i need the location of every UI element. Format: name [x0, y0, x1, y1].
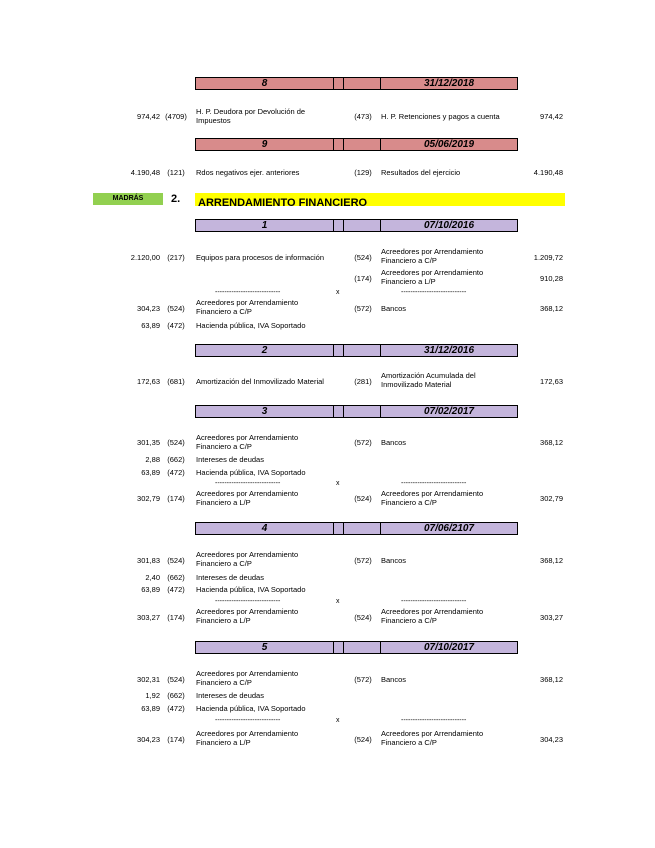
separator-x: x — [336, 598, 340, 605]
entry-number: 8 — [261, 78, 268, 89]
credit-amount: 910,28 — [540, 274, 563, 283]
debit-amount: 63,89 — [141, 704, 160, 713]
debit-amount: 302,79 — [137, 494, 160, 503]
debit-account-line2: Financiero a L/P — [196, 616, 251, 625]
debit-amount: 172,63 — [137, 377, 160, 386]
credit-account-line2: Financiero a C/P — [381, 498, 437, 507]
debit-account-line2: Financiero a L/P — [196, 498, 251, 507]
debit-amount: 2.120,00 — [130, 253, 160, 262]
debit-code: (681) — [167, 377, 185, 386]
debit-account: Intereses de deudas — [196, 691, 264, 700]
debit-code: (472) — [167, 321, 185, 330]
separator-dash: ---------------------------- — [401, 289, 467, 296]
entry-header-5 — [195, 641, 518, 654]
credit-amount: 302,79 — [540, 494, 563, 503]
credit-account: Bancos — [381, 675, 407, 684]
credit-code: (524) — [354, 613, 372, 622]
credit-amount: 368,12 — [540, 675, 563, 684]
debit-account: Acreedores por Arrendamiento — [196, 729, 299, 738]
debit-account: H. P. Deudora por Devolución de — [196, 107, 306, 116]
entry-header-4 — [195, 522, 518, 535]
debit-code: (524) — [167, 438, 185, 447]
separator-dash: ---------------------------- — [401, 598, 467, 605]
entry-date: 31/12/2018 — [423, 78, 475, 89]
credit-account-line2: Financiero a L/P — [381, 277, 436, 286]
credit-amount: 303,27 — [540, 613, 563, 622]
entry-header-2 — [195, 344, 518, 357]
debit-code: (662) — [167, 573, 185, 582]
debit-account: Hacienda pública, IVA Soportado — [196, 321, 306, 330]
debit-amount: 301,35 — [137, 438, 160, 447]
credit-account-line2: Financiero a C/P — [381, 256, 437, 265]
debit-code: (174) — [167, 735, 185, 744]
credit-amount: 368,12 — [540, 556, 563, 565]
credit-amount: 1.209,72 — [533, 253, 563, 262]
separator-dash: ---------------------------- — [215, 598, 281, 605]
debit-amount: 304,23 — [137, 304, 160, 313]
credit-amount: 4.190,48 — [533, 168, 563, 177]
credit-amount: 368,12 — [540, 304, 563, 313]
debit-account: Intereses de deudas — [196, 573, 264, 582]
credit-code: (572) — [354, 556, 372, 565]
debit-account: Equipos para procesos de información — [196, 253, 324, 262]
debit-code: (472) — [167, 585, 185, 594]
entry-header-9 — [195, 138, 518, 151]
credit-account: Bancos — [381, 438, 407, 447]
debit-account-line2: Financiero a L/P — [196, 738, 251, 747]
credit-account: Amortización Acumulada del — [381, 371, 476, 380]
separator-x: x — [336, 289, 340, 296]
entry-date: 05/06/2019 — [423, 139, 475, 150]
separator-dash: ---------------------------- — [401, 717, 467, 724]
debit-amount: 63,89 — [141, 585, 160, 594]
credit-code: (524) — [354, 253, 372, 262]
debit-code: (472) — [167, 704, 185, 713]
entry-number: 3 — [261, 406, 268, 417]
debit-account-line2: Financiero a C/P — [196, 559, 252, 568]
debit-amount: 2,40 — [145, 573, 160, 582]
debit-account: Acreedores por Arrendamiento — [196, 669, 299, 678]
separator-x: x — [336, 717, 340, 724]
entry-date: 07/10/2017 — [423, 642, 475, 653]
debit-amount: 974,42 — [137, 112, 160, 121]
entry-number: 1 — [261, 220, 268, 231]
debit-code: (174) — [167, 494, 185, 503]
credit-amount: 974,42 — [540, 112, 563, 121]
credit-account: Acreedores por Arrendamiento — [381, 607, 484, 616]
separator-dash: ---------------------------- — [215, 717, 281, 724]
separator-dash: ---------------------------- — [215, 289, 281, 296]
debit-code: (662) — [167, 455, 185, 464]
credit-code: (281) — [354, 377, 372, 386]
section-title: ARRENDAMIENTO FINANCIERO — [198, 197, 368, 209]
entry-number: 9 — [261, 139, 268, 150]
credit-account-line2: Inmovilizado Material — [381, 380, 452, 389]
section-title-bar — [195, 193, 565, 209]
debit-code: (217) — [167, 253, 185, 262]
debit-code: (174) — [167, 613, 185, 622]
debit-amount: 4.190,48 — [130, 168, 160, 177]
debit-account: Acreedores por Arrendamiento — [196, 607, 299, 616]
credit-code: (572) — [354, 304, 372, 313]
debit-amount: 304,23 — [137, 735, 160, 744]
entry-header-3 — [195, 405, 518, 418]
debit-account: Hacienda pública, IVA Soportado — [196, 468, 306, 477]
credit-account: Bancos — [381, 304, 407, 313]
debit-amount: 63,89 — [141, 321, 160, 330]
debit-code: (4709) — [165, 112, 187, 121]
debit-amount: 63,89 — [141, 468, 160, 477]
entry-number: 4 — [261, 523, 268, 534]
debit-account: Acreedores por Arrendamiento — [196, 489, 299, 498]
separator-x: x — [336, 480, 340, 487]
debit-account: Hacienda pública, IVA Soportado — [196, 704, 306, 713]
entry-date: 07/06/2107 — [423, 523, 475, 534]
debit-account-line2: Impuestos — [196, 116, 231, 125]
credit-code: (174) — [354, 274, 372, 283]
credit-account: Resultados del ejercicio — [381, 168, 461, 177]
separator-dash: ---------------------------- — [401, 480, 467, 487]
debit-account: Rdos negativos ejer. anteriores — [196, 168, 300, 177]
debit-amount: 302,31 — [137, 675, 160, 684]
entry-date: 31/12/2016 — [423, 345, 475, 356]
section-number: 2. — [171, 193, 181, 205]
debit-amount: 301,83 — [137, 556, 160, 565]
debit-code: (472) — [167, 468, 185, 477]
credit-code: (572) — [354, 675, 372, 684]
entry-date: 07/02/2017 — [423, 406, 475, 417]
credit-account: Acreedores por Arrendamiento — [381, 268, 484, 277]
entry-number: 2 — [261, 345, 268, 356]
entry-header-8 — [195, 77, 518, 90]
credit-amount: 304,23 — [540, 735, 563, 744]
debit-account-line2: Financiero a C/P — [196, 678, 252, 687]
credit-code: (129) — [354, 168, 372, 177]
debit-account-line2: Financiero a C/P — [196, 307, 252, 316]
credit-account: Acreedores por Arrendamiento — [381, 247, 484, 256]
debit-account: Amortización del Inmovilizado Material — [196, 377, 324, 386]
credit-account-line2: Financiero a C/P — [381, 616, 437, 625]
debit-code: (524) — [167, 556, 185, 565]
credit-code: (572) — [354, 438, 372, 447]
debit-code: (524) — [167, 675, 185, 684]
debit-code: (524) — [167, 304, 185, 313]
credit-account: Acreedores por Arrendamiento — [381, 729, 484, 738]
debit-account: Acreedores por Arrendamiento — [196, 298, 299, 307]
debit-code: (662) — [167, 691, 185, 700]
entry-number: 5 — [261, 642, 268, 653]
credit-account-line2: Financiero a C/P — [381, 738, 437, 747]
credit-code: (473) — [354, 112, 372, 121]
credit-code: (524) — [354, 494, 372, 503]
debit-account: Acreedores por Arrendamiento — [196, 433, 299, 442]
debit-account-line2: Financiero a C/P — [196, 442, 252, 451]
debit-account: Hacienda pública, IVA Soportado — [196, 585, 306, 594]
debit-account: Acreedores por Arrendamiento — [196, 550, 299, 559]
credit-code: (524) — [354, 735, 372, 744]
debit-amount: 1,92 — [145, 691, 160, 700]
credit-account: Acreedores por Arrendamiento — [381, 489, 484, 498]
credit-account: H. P. Retenciones y pagos a cuenta — [381, 112, 500, 121]
entry-date: 07/10/2016 — [423, 220, 475, 231]
debit-amount: 2,88 — [145, 455, 160, 464]
debit-code: (121) — [167, 168, 185, 177]
debit-account: Intereses de deudas — [196, 455, 264, 464]
entry-header-1 — [195, 219, 518, 232]
section-tag: MADRÁS — [93, 193, 163, 205]
separator-dash: ---------------------------- — [215, 480, 281, 487]
credit-account: Bancos — [381, 556, 407, 565]
debit-amount: 303,27 — [137, 613, 160, 622]
credit-amount: 368,12 — [540, 438, 563, 447]
credit-amount: 172,63 — [540, 377, 563, 386]
